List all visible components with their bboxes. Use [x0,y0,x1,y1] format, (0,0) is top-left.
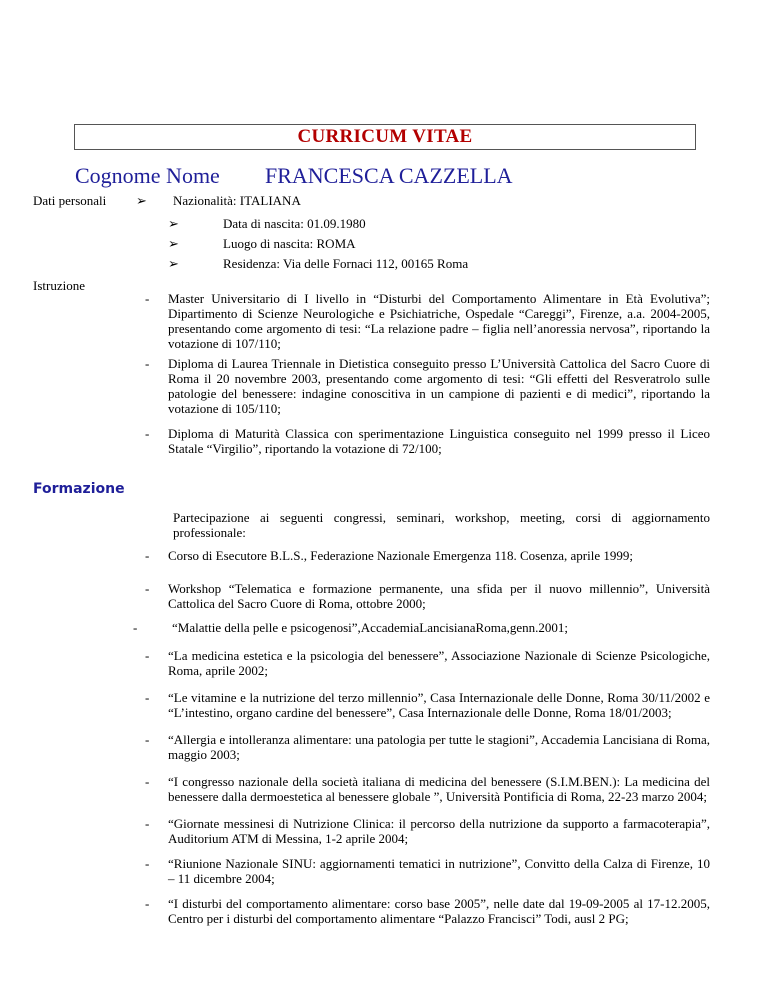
bullet-arrow-icon: ➢ [168,236,179,251]
training-item: Corso di Esecutore B.L.S., Federazione Nazionale Emergenza 118. Cosenza, aprile 1999; [168,548,633,563]
list-dash: - [145,291,150,306]
training-item: “Malattie della pelle e psicogenosi”,AccademiaLancisianaRoma,genn.2001; [172,620,568,635]
training-item: Workshop “Telematica e formazione permanente, una sfida per il nuovo millennio”, Università Cattolica del Sacro Cuore di Roma, ottobre 2000; [168,581,710,611]
education-item: Diploma di Maturità Classica con sperimentazione Linguistica conseguito nel 1999 presso il Liceo Statale “Virgilio”, riportando la votazione di 72/100; [168,426,710,456]
list-dash: - [145,774,150,789]
list-dash: - [133,620,138,635]
list-dash: - [145,356,150,371]
section-label-training: Formazione [33,481,125,497]
name-label: Cognome Nome [75,163,220,188]
list-dash: - [145,816,150,831]
list-dash: - [145,856,150,871]
list-dash: - [145,426,150,441]
section-label-education: Istruzione [33,278,85,293]
list-dash: - [145,581,150,596]
list-dash: - [145,732,150,747]
title-box [74,124,696,150]
training-item: “I congresso nazionale della società italiana di medicina del benessere (S.I.M.BEN.): La medicina del benessere dalla dermoestetica al benessere globale ”, Università Pontificia di Roma, 22-23 marzo 2004; [168,774,710,804]
name-value: FRANCESCA CAZZELLA [265,163,513,188]
section-label-personal: Dati personali [33,193,107,208]
bullet-arrow-icon: ➢ [136,193,147,208]
personal-item: Nazionalità: ITALIANA [173,193,301,208]
training-item: “I disturbi del comportamento alimentare: corso base 2005”, nelle date dal 19-09-2005 al 17-12.2005, Centro per i disturbi del comportamento alimentare “Palazzo Francisci” Todi, ausl 2 PG; [168,896,710,926]
training-intro: Partecipazione ai seguenti congressi, seminari, workshop, meeting, corsi di aggiornamento professionale: [173,510,710,540]
document-title: CURRICUM VITAE [297,126,473,147]
personal-item: Luogo di nascita: ROMA [223,236,356,251]
training-item: “Riunione Nazionale SINU: aggiornamenti tematici in nutrizione”, Convitto della Calza di Firenze, 10 – 11 dicembre 2004; [168,856,710,886]
bullet-arrow-icon: ➢ [168,216,179,231]
list-dash: - [145,648,150,663]
list-dash: - [145,690,150,705]
personal-item: Data di nascita: 01.09.1980 [223,216,366,231]
training-item: “Le vitamine e la nutrizione del terzo millennio”, Casa Internazionale delle Donne, Roma 30/11/2002 e “L’intestino, organo cardine del benessere”, Casa Internazionale delle Donne, Roma 18/01/2003; [168,690,710,720]
education-item: Diploma di Laurea Triennale in Dietistica conseguito presso L’Università Cattolica del Sacro Cuore di Roma il 20 novembre 2003, presentando come argomento di tesi: “Gli effetti del Resveratrolo sulle patologie del benessere: indagine conoscitiva in un campione di pazienti e di medici”, riportando la votazione di 105/110; [168,356,710,416]
bullet-arrow-icon: ➢ [168,256,179,271]
list-dash: - [145,896,150,911]
education-item: Master Universitario di I livello in “Disturbi del Comportamento Alimentare in Età Evolutiva”; Dipartimento di Scienze Neurologiche e Psichiatriche, Ospedale “Careggi”, Firenze, a.a. 2004-2005, presentando come argomento di tesi: “La relazione padre – figlia nell’anoressia nervosa”, riportando la votazione di 107/110; [168,291,710,351]
training-item: “La medicina estetica e la psicologia del benessere”, Associazione Nazionale di Scienze Psicologiche, Roma, aprile 2002; [168,648,710,678]
list-dash: - [145,548,150,563]
training-item: “Giornate messinesi di Nutrizione Clinica: il percorso della nutrizione da supporto a farmacoterapia”, Auditorium ATM di Messina, 1-2 aprile 2004; [168,816,710,846]
personal-item: Residenza: Via delle Fornaci 112, 00165 Roma [223,256,469,271]
training-item: “Allergia e intolleranza alimentare: una patologia per tutte le stagioni”, Accademia Lancisiana di Roma, maggio 2003; [168,732,710,762]
